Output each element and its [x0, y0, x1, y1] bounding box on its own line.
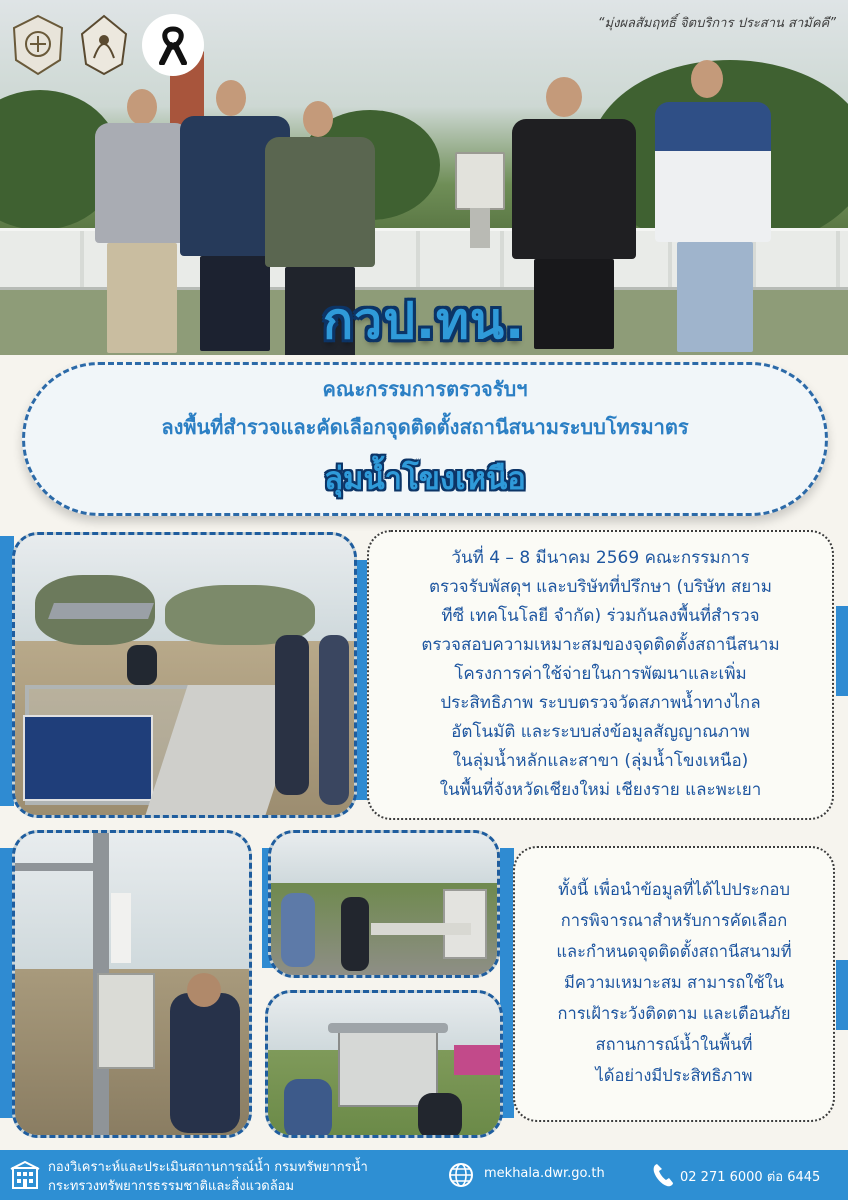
info-card-2: [513, 846, 835, 1122]
card1-line: ในพื้นที่จังหวัดเชียงใหม่ เชียงราย และพะเยา: [439, 780, 762, 800]
dwr-seal-logo: [10, 14, 66, 76]
card1-line: ตรวจรับพัสดุฯ และบริษัทที่ปรึกษา (บริษัท สยาม: [428, 577, 773, 597]
card1-line: โครงการค่าใช้จ่ายในการพัฒนาและเพิ่ม: [454, 664, 747, 684]
phone-icon: [652, 1162, 674, 1188]
footer-org-line-1: กองวิเคราะห์และประเมินสถานการณ์น้ำ กรมทรัพยากรน้ำ: [48, 1160, 368, 1175]
globe-icon: [448, 1162, 474, 1188]
building-icon: [10, 1160, 40, 1190]
card1-line: วันที่ 4 – 8 มีนาคม 2569 คณะกรรมการ: [451, 548, 750, 568]
motto-text: “มุ่งผลสัมฤทธิ์ จิตบริการ ประสาน สามัคคี”: [597, 16, 836, 31]
card2-line: การพิจารณาสำหรับการคัดเลือก: [560, 911, 788, 930]
card1-line: ในลุ่มน้ำหลักและสาขา (ลุ่มน้ำโขงเหนือ): [452, 751, 749, 771]
ministry-seal-logo: [76, 14, 132, 76]
accent-bar: [836, 606, 848, 696]
info-card-1: [367, 530, 834, 820]
card1-line: อัตโนมัติ และระบบส่งข้อมูลสัญญาณภาพ: [451, 722, 750, 742]
card1-line: ประสิทธิภาพ ระบบตรวจวัดสภาพน้ำทางไกล: [440, 693, 761, 713]
hero-photo: [0, 0, 848, 355]
footer-website-link[interactable]: mekhala.dwr.go.th: [484, 1166, 605, 1181]
card2-line: การเฝ้าระวังติดตาม และเตือนภัย: [557, 1004, 791, 1023]
banner-headline: ลุ่มน้ำโขงเหนือ: [324, 461, 526, 497]
site-survey-photo-2: [12, 830, 252, 1138]
banner-line-2: ลงพื้นที่สำรวจและคัดเลือกจุดติดตั้งสถานีสนามระบบโทรมาตร: [161, 415, 689, 439]
site-survey-photo-3: [268, 830, 500, 978]
logo-group: [10, 14, 204, 76]
site-survey-photo-4: [265, 990, 503, 1138]
telemetry-pole: [470, 208, 490, 248]
card2-line: มีความเหมาะสม สามารถใช้ใน: [564, 973, 784, 992]
mourning-ribbon-badge: [142, 14, 204, 76]
card2-line: ทั้งนี้ เพื่อนำข้อมูลที่ได้ไปประกอบ: [558, 880, 790, 899]
site-survey-photo-1: [12, 532, 357, 818]
headline-banner: [22, 362, 828, 516]
brand-title: กวป.ทน.: [322, 292, 526, 350]
footer-phone-link[interactable]: 02 271 6000 ต่อ 6445: [680, 1170, 821, 1185]
mourning-ribbon-icon: [158, 25, 188, 65]
card2-line: และกำหนดจุดติดตั้งสถานีสนามที่: [556, 942, 792, 961]
card1-line: ทีซี เทคโนโลยี จำกัด) ร่วมกันลงพื้นที่สำรวจ: [441, 606, 760, 626]
footer-org-line-2: กระทรวงทรัพยากรธรรมชาติและสิ่งแวดล้อม: [48, 1179, 295, 1194]
card2-line: สถานการณ์น้ำในพื้นที่: [595, 1035, 753, 1054]
telemetry-box: [455, 152, 505, 210]
accent-bar: [836, 960, 848, 1030]
card2-line: ได้อย่างมีประสิทธิภาพ: [595, 1066, 753, 1085]
banner-line-1: คณะกรรมการตรวจรับฯ: [322, 377, 528, 401]
footer-bar: [0, 1150, 848, 1200]
card1-line: ตรวจสอบความเหมาะสมของจุดติดตั้งสถานีสนาม: [421, 635, 780, 655]
